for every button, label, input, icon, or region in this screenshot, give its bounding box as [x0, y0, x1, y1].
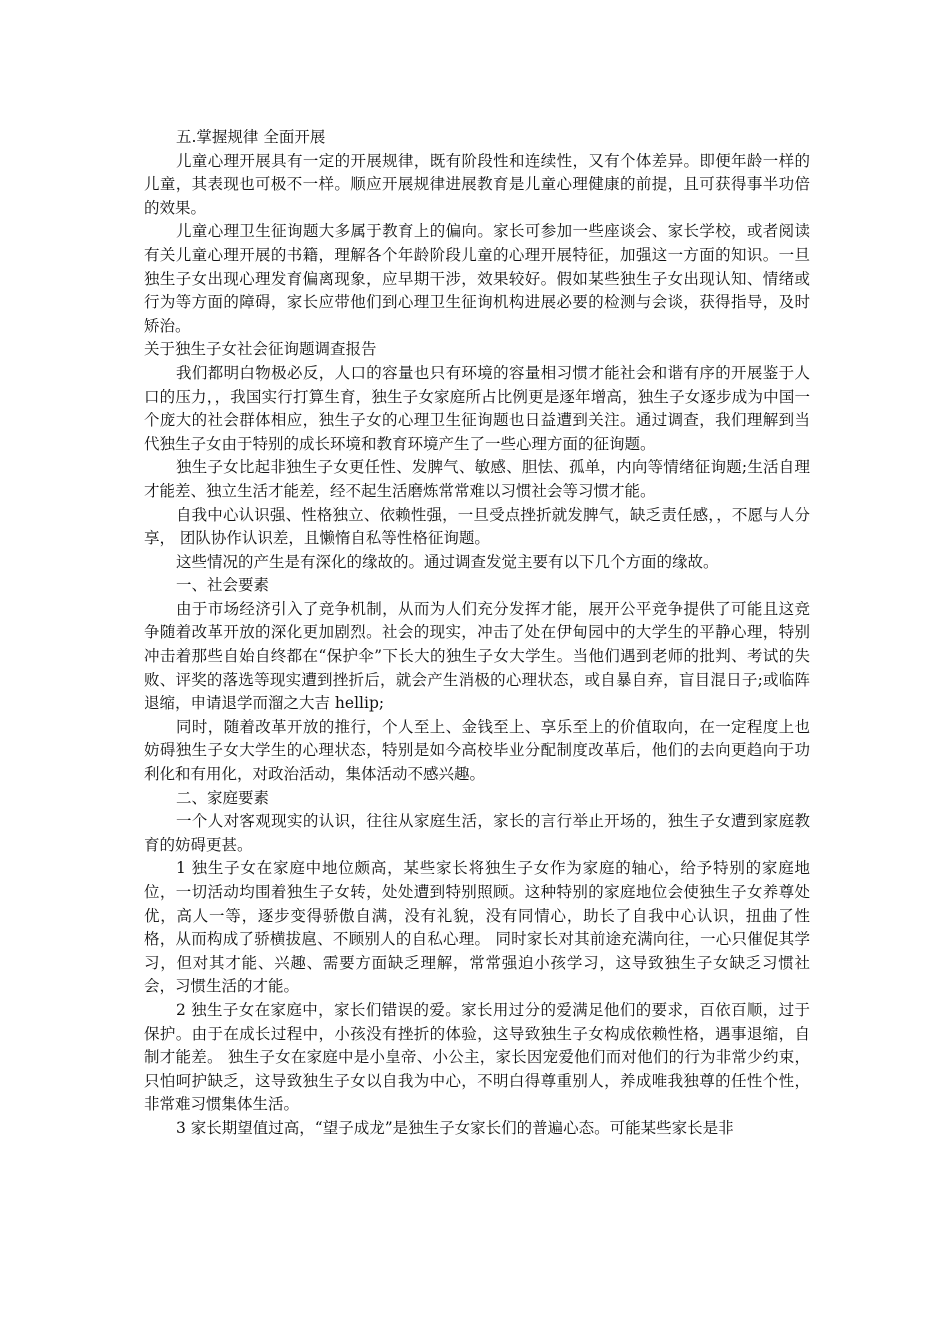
paragraph: 3 家长期望值过高，“望子成龙”是独生子女家长们的普遍心态。可能某些家长是非: [176, 1118, 734, 1137]
paragraph: 由于市场经济引入了竞争机制，从而为人们充分发挥才能，展开公平竞争提供了可能且这竞争随着改革开放的深化更加剧烈。社会的现实，冲击了处在伊甸园中的大学生的平静心理，特别冲击着那些自始自终都在“保护伞”下长大的独生子女大学生。当他们遇到老师的批判、考试的失败、评奖的落选等现实遭到挫折后，就会产生消极的心理状态，或自暴自弃，盲目混日子;或临阵退缩，申请退学而溜之大吉 hellip;: [144, 599, 810, 713]
paragraph: 1 独生子女在家庭中地位颇高，某些家长将独生子女作为家庭的轴心，给予特别的家庭地位，一切活动均围着独生子女转，处处遭到特别照顾。这种特别的家庭地位会使独生子女养尊处优，高人一等，逐步变得骄傲自满，没有礼貌，没有同情心，助长了自我中心认识，扭曲了性格，从而构成了骄横拔扈、不顾别人的自私心理。 同时家长对其前途充满向往，一心只催促其学习，但对其才能、兴趣、需要方面缺乏理解，常常强迫小孩学习，这导致独生子女缺乏习惯社会，习惯生活的才能。: [144, 859, 810, 996]
paragraph: 独生子女比起非独生子女更任性、发脾气、敏感、胆怯、孤单，内向等情绪征询题;生活自理才能差、独立生活才能差，经不起生活磨炼常常难以习惯社会等习惯才能。: [144, 458, 810, 500]
paragraph: 儿童心理开展具有一定的开展规律，既有阶段性和连续性，又有个体差异。即便年龄一样的儿童，其表现也可极不一样。顺应开展规律进展教育是儿童心理健康的前提，且可获得事半功倍的效果。: [144, 151, 810, 217]
paragraph: 2 独生子女在家庭中，家长们错误的爱。家长用过分的爱满足他们的要求，百依百顺，过于保护。由于在成长过程中，小孩没有挫折的体验，这导致独生子女构成依赖性格，遇事退缩，自制才能差。 独生子女在家庭中是小皇帝、小公主，家长因宠爱他们而对他们的行为非常少约束，只怕呵护缺乏，这导致独生子女以自我为中心，不明白得尊重别人，养成唯我独尊的任性个性，非常难习惯集体生活。: [144, 1000, 810, 1114]
section-heading: 一、社会要素: [176, 576, 270, 595]
paragraph: 自我中心认识强、性格独立、依赖性强，一旦受点挫折就发脾气，缺乏责任感，，不愿与人分享， 团队协作认识差，且懒惰自私等性格征询题。: [144, 505, 810, 548]
report-title: 关于独生子女社会征询题调查报告: [144, 340, 377, 359]
paragraph: 我们都明白物极必反，人口的容量也只有环境的容量相习惯才能社会和谐有序的开展鉴于人口的压力，，我国实行打算生育，独生子女家庭所占比例更是逐年增高，独生子女逐步成为中国一个庞大的社会群体相应，独生子女的心理卫生征询题也日益遭到关注。通过调查，我们理解到当代独生子女由于特别的成长环境和教育环境产生了一些心理方面的征询题。: [144, 363, 810, 453]
paragraph: 这些情况的产生是有深化的缘故的。通过调查发觉主要有以下几个方面的缘故。: [176, 552, 719, 571]
paragraph: 同时，随着改革开放的推行，个人至上、金钱至上、享乐至上的价值取向，在一定程度上也 妨碍独生子女大学生的心理状态，特别是如今高校毕业分配制度改革后，他们的去向更趋向于功利化和有用化，对政治活动，集体活动不感兴趣。: [144, 717, 810, 784]
document-page: [144, 126, 810, 1141]
section-heading: 二、家庭要素: [176, 788, 270, 807]
paragraph: 儿童心理卫生征询题大多属于教育上的偏向。家长可参加一些座谈会、家长学校，或者阅读有关儿童心理开展的书籍，理解各个年龄阶段儿童的心理开展特征，加强这一方面的知识。一旦独生子女出现心理发育偏离现象，应早期干涉，效果较好。假如某些独生子女出现认知、情绪或行为等方面的障碍，家长应带他们到心理卫生征询机构进展必要的检测与会谈，获得指导，及时矫治。: [144, 222, 810, 335]
paragraph: 一个人对客观现实的认识，往往从家庭生活，家长的言行举止开场的，独生子女遭到家庭教育的妨碍更甚。: [144, 812, 810, 854]
section-heading: 五.掌握规律 全面开展: [176, 128, 326, 146]
